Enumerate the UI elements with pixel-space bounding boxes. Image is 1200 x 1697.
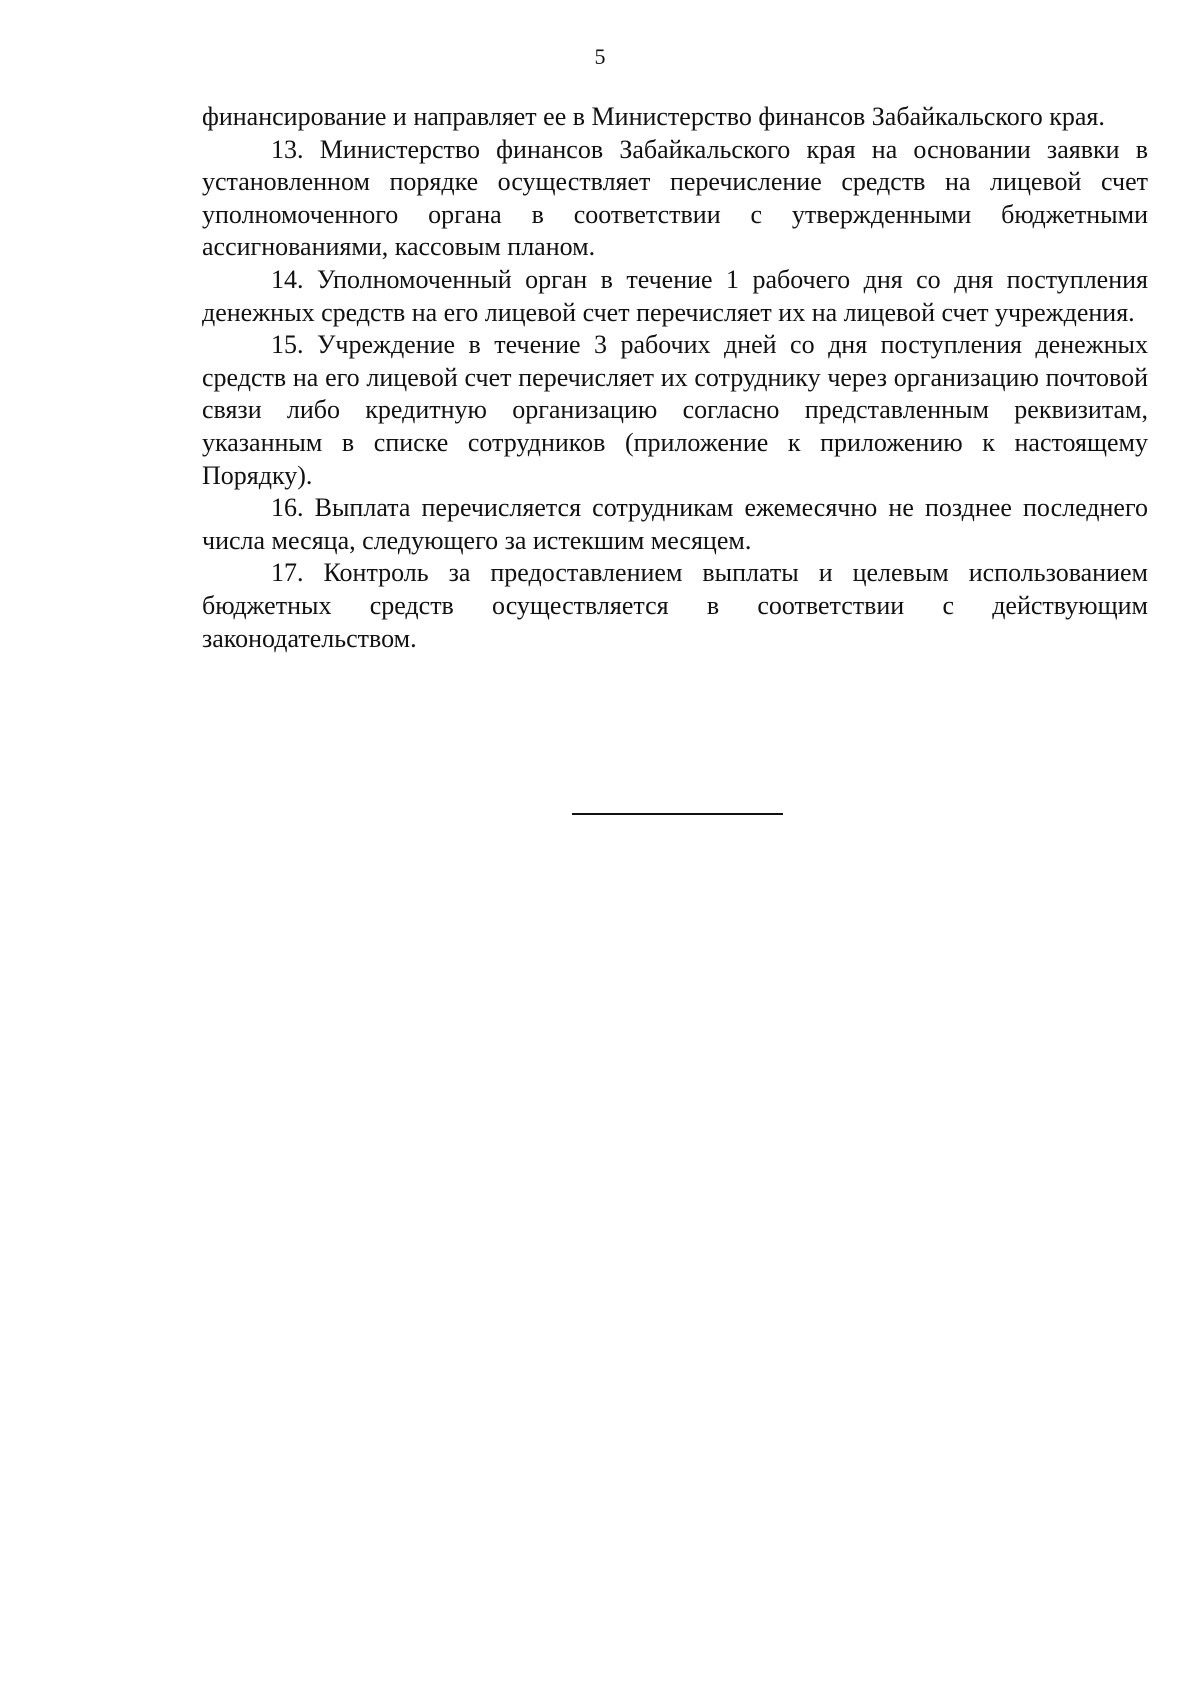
paragraph-continuation: финансирование и направляет ее в Министерство финансов Забайкальского края. [202, 102, 1105, 131]
paragraph-item-14: 14. Уполномоченный орган в течение 1 рабочего дня со дня поступления денежных средств на его лицевой счет перечисляет их на лицевой счет учреждения. [202, 264, 1148, 327]
paragraph-item-15: 15. Учреждение в течение 3 рабочих дней со дня поступления денежных средств на его лицевой счет перечисляет их сотруднику через организацию почтовой связи либо кредитную организацию согласно представленным реквизитам, указанным в списке сотрудников (приложение к приложению к настоящему Порядку). [202, 330, 1148, 490]
paragraph-item-17: 17. Контроль за предоставлением выплаты и целевым использованием бюджетных средств осуществляется в соответствии с действующим законодательством. [202, 558, 1148, 653]
paragraph-item-16: 16. Выплата перечисляется сотрудникам ежемесячно не позднее последнего числа месяца, следующего за истекшим месяцем. [202, 493, 1148, 555]
paragraph-item-13: 13. Министерство финансов Забайкальского края на основании заявки в установленном порядке осуществляет перечисление средств на лицевой счет уполномоченного органа в соответствии с утвержденными бюджетными ассигнованиями, кассовым планом. [202, 134, 1148, 262]
end-of-document-rule [572, 813, 783, 815]
page-number: 5 [594, 44, 606, 69]
document-body [202, 101, 1148, 655]
